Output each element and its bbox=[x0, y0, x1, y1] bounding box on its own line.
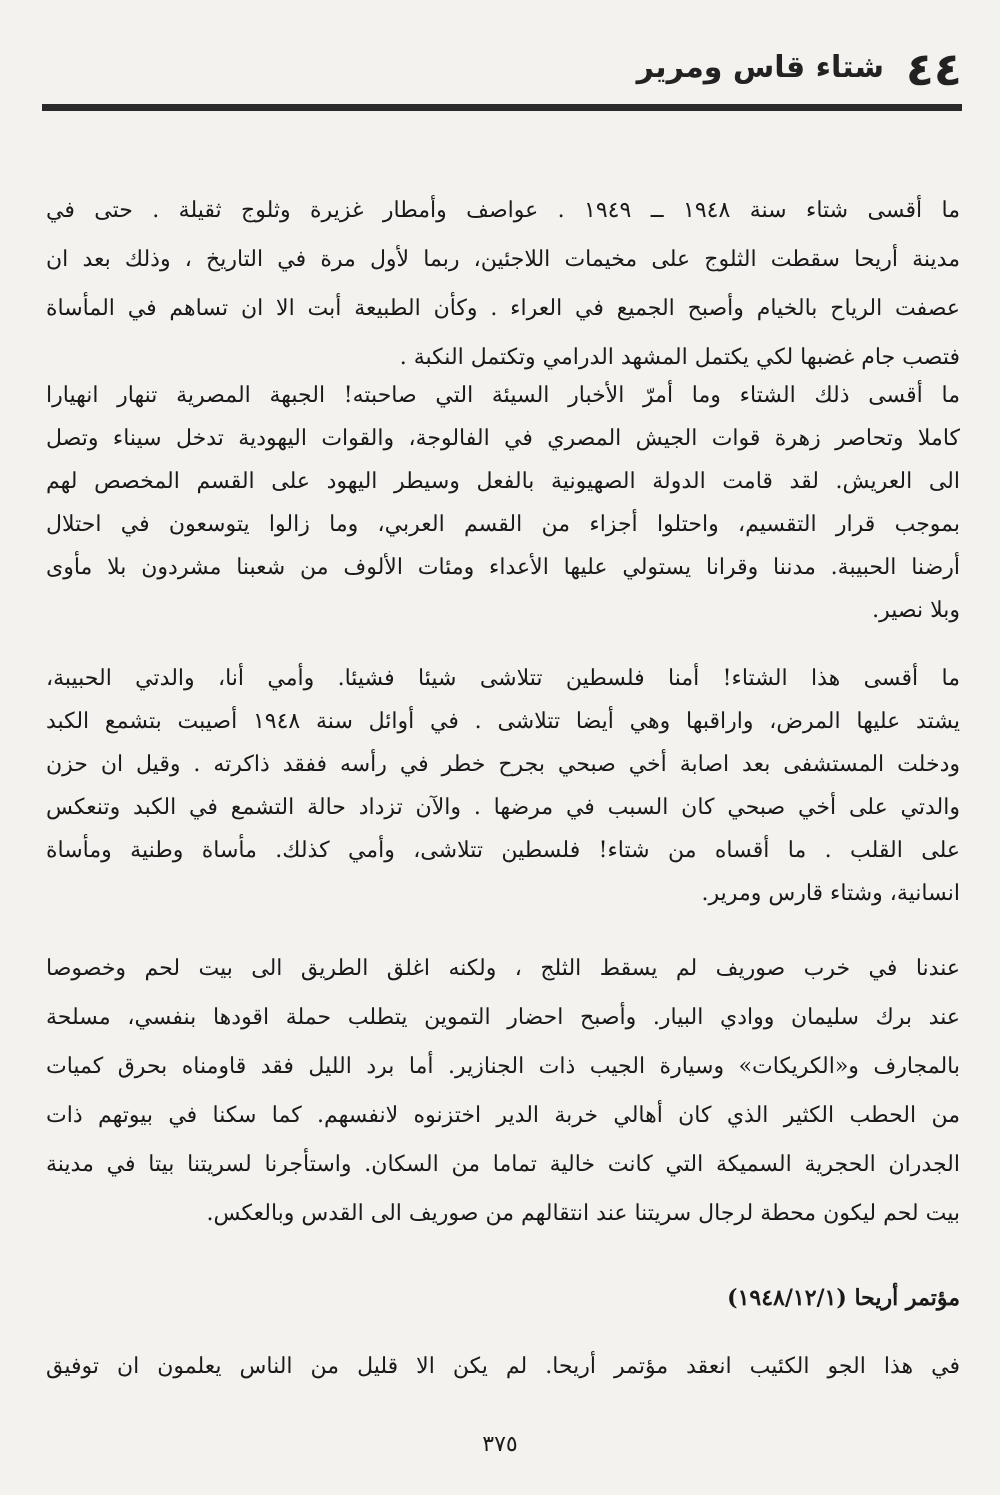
text-line: انسانية، وشتاء قارس ومرير. bbox=[701, 881, 960, 906]
chapter-title: شتاء قاس ومرير bbox=[636, 50, 884, 85]
text-line: بيت لحم ليكون محطة لرجال سريتنا عند انتقالهم من صوريف الى القدس وبالعكس. bbox=[206, 1201, 960, 1226]
paragraph-5 bbox=[46, 1345, 960, 1389]
text-line: في هذا الجو الكئيب انعقد مؤتمر أريحا. لم يكن الا قليل من الناس يعلمون ان توفيق bbox=[46, 1354, 960, 1379]
text-line: الجدران الحجرية السميكة التي كانت خالية تماما من السكان. واستأجرنا لسريتنا بيتا في مدينة bbox=[46, 1152, 960, 1177]
text-line: عند برك سليمان ووادي البيار. وأصبح احضار التموين يتطلب حملة اقودها بنفسي، مسلحة bbox=[46, 1005, 960, 1030]
text-line: كاملا وتحاصر زهرة قوات الجيش المصري في الفالوجة، والقوات اليهودية تدخل سيناء وتصل bbox=[46, 426, 960, 451]
text-line: ما أقسى ذلك الشتاء وما أمرّ الأخبار السيئة التي صاحبته! الجبهة المصرية تنهار انهيارا bbox=[46, 383, 960, 408]
text-line: مدينة أريحا سقطت الثلوج على مخيمات اللاجئين، ربما لأول مرة في التاريخ ، وذلك بعد ان bbox=[46, 247, 960, 272]
chapter-header bbox=[42, 40, 962, 110]
text-line: وبلا نصير. bbox=[872, 598, 960, 623]
text-line: ما أقسى شتاء سنة ١٩٤٨ ــ ١٩٤٩ . عواصف وأمطار غزيرة وثلوج ثقيلة . حتى في bbox=[46, 198, 960, 223]
text-line: والدتي على أخي صبحي كان السبب في مرضها . والآن تزداد حالة التشمع في الكبد وتنعكس bbox=[46, 795, 960, 820]
text-line: عصفت الرياح بالخيام وأصبح الجميع في العراء . وكأن الطبيعة أبت الا ان تساهم في المأساة bbox=[46, 296, 960, 321]
paragraph-2 bbox=[46, 374, 960, 632]
chapter-number: ٤٤ bbox=[905, 42, 962, 96]
text-line: يشتد عليها المرض، واراقبها وهي أيضا تتلاشى . في أوائل سنة ١٩٤٨ أصيبت بتشمع الكبد bbox=[46, 709, 960, 734]
text-line: من الحطب الكثير الذي كان أهالي خربة الدير اختزنوه لانفسهم. كما سكنا في بيوتهم ذات bbox=[46, 1103, 960, 1128]
text-line: على القلب . ما أقساه من شتاء! فلسطين تتلاشى، وأمي كذلك. مأساة وطنية ومأساة bbox=[46, 838, 960, 863]
text-line: ما أقسى هذا الشتاء! أمنا فلسطين تتلاشى شيئا فشيئا. وأمي أنا، والدتي الحبيبة، bbox=[46, 666, 960, 691]
text-line: أرضنا الحبيبة. مدننا وقرانا يستولي عليها الأعداء ومئات الألوف من شعبنا مشردون بلا مأوى bbox=[46, 555, 960, 580]
page-number: ٣٧٥ bbox=[482, 1432, 518, 1457]
text-line: الى العريش. لقد قامت الدولة الصهيونية بالفعل وسيطر اليهود على القسم المخصص لهم bbox=[46, 469, 960, 494]
section-subheading: مؤتمر أريحا (١٩٤٨/١٢/١) bbox=[727, 1285, 960, 1311]
paragraph-4 bbox=[46, 944, 960, 1238]
paragraph-1 bbox=[46, 186, 960, 382]
text-line: بموجب قرار التقسيم، واحتلوا أجزاء من القسم العربي، وما زالوا يتوسعون في احتلال bbox=[46, 512, 960, 537]
text-line: عندنا في خرب صوريف لم يسقط الثلج ، ولكنه اغلق الطريق الى بيت لحم وخصوصا bbox=[46, 956, 960, 981]
text-line: بالمجارف و«الكريكات» وسيارة الجيب ذات الجنازير. أما برد الليل فقد قاومناه بحرق كميات bbox=[46, 1054, 960, 1079]
paragraph-3 bbox=[46, 657, 960, 915]
text-line: ودخلت المستشفى بعد اصابة أخي صبحي بجرح خطر في رأسه ففقد ذاكرته . وقيل ان حزن bbox=[46, 752, 960, 777]
header-rule bbox=[42, 104, 962, 111]
text-line: فتصب جام غضبها لكي يكتمل المشهد الدرامي وتكتمل النكبة . bbox=[399, 345, 960, 370]
